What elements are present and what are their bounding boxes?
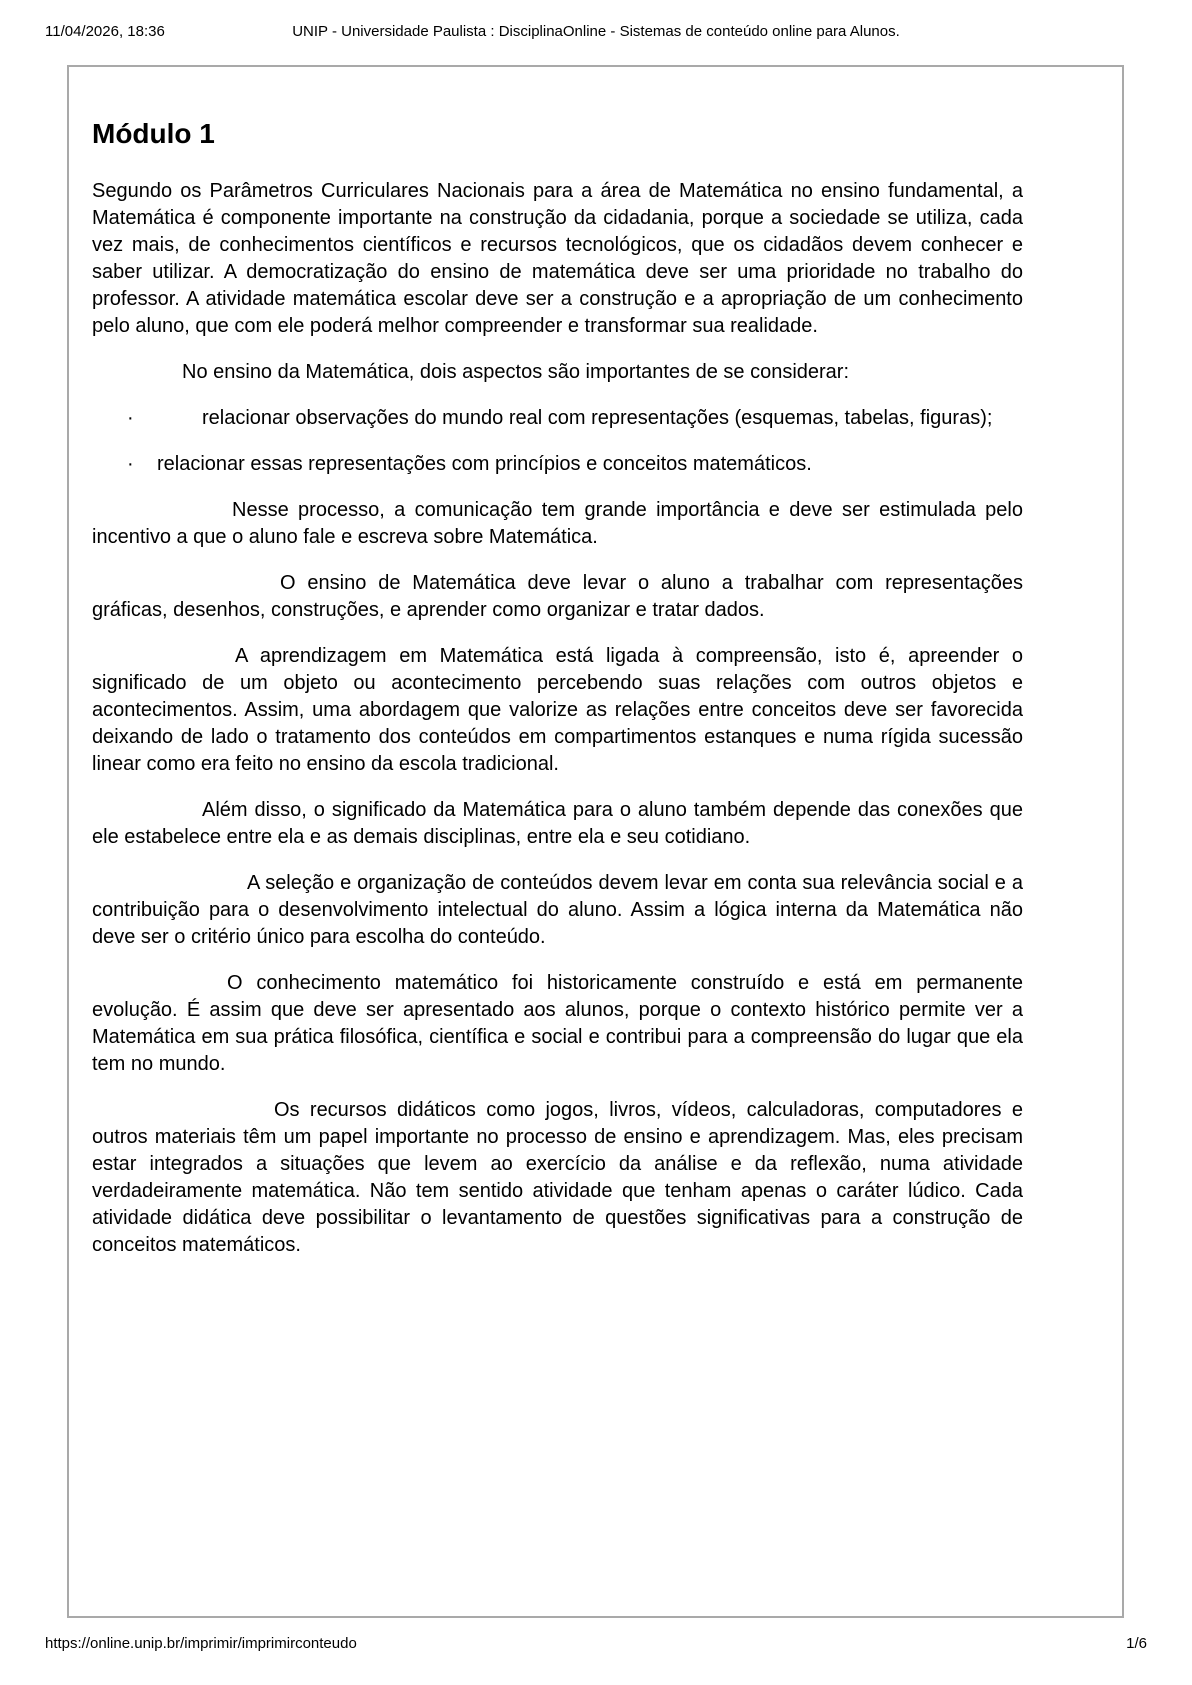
print-footer-page-number: 1/6 <box>1126 1635 1147 1652</box>
bullet-item <box>92 451 1023 478</box>
print-header-datetime: 11/04/2026, 18:36 <box>45 23 165 40</box>
module-title: Módulo 1 <box>92 118 215 149</box>
paragraph-communication: Nesse processo, a comunicação tem grande importância e deve ser estimulada pelo incentivo a que o aluno fale e escreva sobre Matemática. <box>92 499 1023 548</box>
paragraph-historical: O conhecimento matemático foi historicamente construído e está em permanente evolução. É assim que deve ser apresentado aos alunos, porque o contexto histórico permite ver a Matemática em sua prática filosófica, científica e social e contribui para a compreensão do lugar que ela tem no mundo. <box>92 972 1023 1075</box>
print-footer <box>45 1634 1147 1654</box>
paragraph-two-aspects: No ensino da Matemática, dois aspectos são importantes de se considerar: <box>182 361 850 383</box>
document-page <box>67 65 1124 1618</box>
bullet-item <box>92 405 1023 432</box>
paragraph-selection: A seleção e organização de conteúdos devem levar em conta sua relevância social e a contribuição para o desenvolvimento intelectual do aluno. Assim a lógica interna da Matemática não deve ser o critério único para escolha do conteúdo. <box>92 872 1023 948</box>
paragraph-representations: O ensino de Matemática deve levar o aluno a trabalhar com representações gráficas, desenhos, construções, e aprender como organizar e tratar dados. <box>92 572 1023 621</box>
paragraph-learning: A aprendizagem em Matemática está ligada à compreensão, isto é, apreender o significado de um objeto ou acontecimento percebendo suas relações com outros objetos e acontecimentos. Assim, uma abordagem que valorize as relações entre conceitos deve ser favorecida deixando de lado o tratamento dos conteúdos em compartimentos estanques e numa rígida sucessão linear como era feito no ensino da escola tradicional. <box>92 645 1023 775</box>
bullet-dot: · <box>127 407 134 429</box>
paragraph-connections: Além disso, o significado da Matemática para o aluno também depende das conexões que ele estabelece entre ela e as demais disciplinas, entre ela e seu cotidiano. <box>92 799 1023 848</box>
print-footer-url: https://online.unip.br/imprimir/imprimirconteudo <box>45 1635 357 1652</box>
paragraph-intro: Segundo os Parâmetros Curriculares Nacionais para a área de Matemática no ensino fundamental, a Matemática é componente importante na construção da cidadania, porque a sociedade se utiliza, cada vez mais, de conhecimentos científicos e recursos tecnológicos, que os cidadãos devem conhecer e saber utilizar. A democratização do ensino de matemática deve ser uma prioridade no trabalho do professor. A atividade matemática escolar deve ser a construção e a apropriação de um conhecimento pelo aluno, que com ele poderá melhor compreender e transformar sua realidade. <box>92 180 1023 337</box>
bullet-dot: · <box>127 453 134 475</box>
print-header <box>0 22 1192 42</box>
paragraph-resources: Os recursos didáticos como jogos, livros, vídeos, calculadoras, computadores e outros materiais têm um papel importante no processo de ensino e aprendizagem. Mas, eles precisam estar integrados a situações que levem ao exercício da análise e da reflexão, numa atividade verdadeiramente matemática. Não tem sentido atividade que tenham apenas o caráter lúdico. Cada atividade didática deve possibilitar o levantamento de questões significativas para a construção de conceitos matemáticos. <box>92 1099 1023 1256</box>
print-header-title: UNIP - Universidade Paulista : DisciplinaOnline - Sistemas de conteúdo online para Alunos. <box>292 23 900 40</box>
bullet-text: relacionar observações do mundo real com representações (esquemas, tabelas, figuras); <box>202 407 993 429</box>
bullet-text: relacionar essas representações com princípios e conceitos matemáticos. <box>157 453 812 475</box>
